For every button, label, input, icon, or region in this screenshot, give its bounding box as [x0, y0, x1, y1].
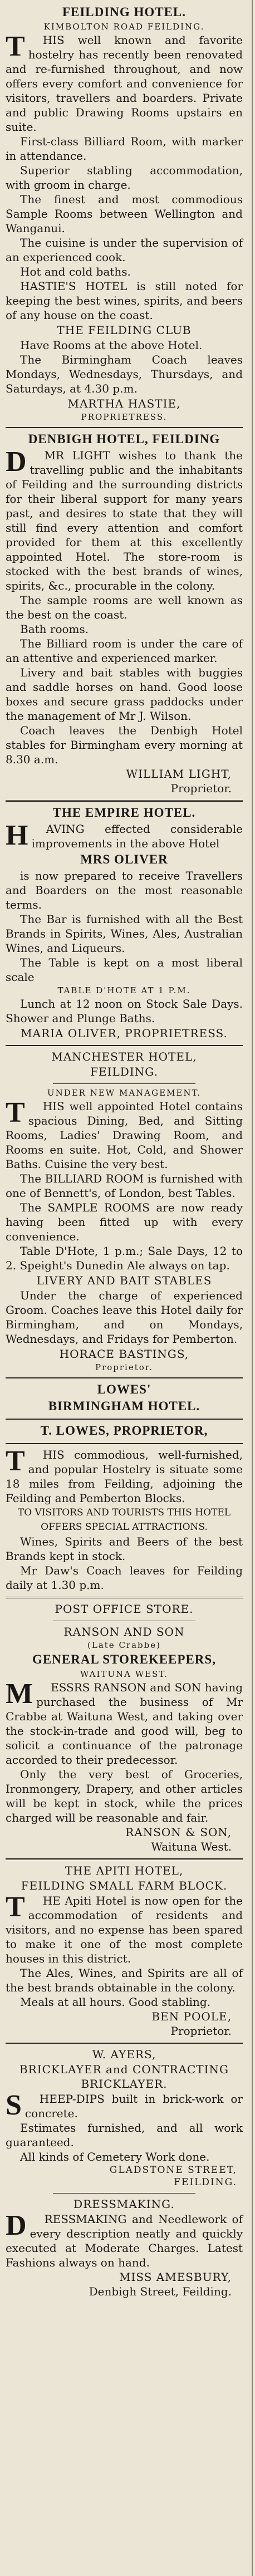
dressmaking-address: Denbigh Street, Feilding. — [89, 2285, 232, 2298]
empire-hotel-ad — [6, 805, 243, 1041]
signature-title: Proprietor. — [170, 2024, 232, 2038]
ad-body-text: Hot and cold baths. — [20, 265, 131, 278]
ad-body-text: Mr Daw's Coach leaves for Feilding daily at 1.30 p.m. — [6, 1564, 243, 1592]
ayers-heading: W. AYERS, — [92, 2048, 156, 2061]
management-note: UNDER NEW MANAGEMENT. — [47, 1088, 202, 1098]
dressmaking-ad — [6, 2197, 243, 2299]
dropcap: S — [6, 2089, 22, 2121]
ranson-location: WAITUNA WEST. — [80, 1669, 168, 1679]
dropcap: D — [6, 2210, 27, 2241]
feilding-club-heading: THE FEILDING CLUB — [57, 323, 192, 337]
birmingham-hotel-heading: BIRMINGHAM HOTEL. — [48, 1399, 200, 1413]
ad-body-text: Meals at all hours. Good stabling. — [20, 1995, 211, 2009]
column-edge-rule — [252, 0, 253, 2576]
ad-body-text: Table D'Hote, 1 p.m.; Sale Days, 12 to 2. Speight's Dunedin Ale always on tap. — [6, 1244, 243, 1272]
lowes-proprietor: T. LOWES, PROPRIETOR, — [40, 1424, 208, 1437]
ad-body-text: Superior stabling accommodation, with groom in charge. — [6, 164, 243, 192]
divider — [6, 2043, 243, 2044]
dropcap: T — [6, 1445, 25, 1477]
ranson-heading: RANSON AND SON — [63, 1625, 185, 1638]
ad-body-text: Lunch at 12 noon on Stock Sale Days. Shower and Plunge Baths. — [6, 997, 243, 1025]
proprietor-title: PROPRIETRESS. — [81, 412, 168, 422]
dropcap: D — [6, 446, 27, 478]
ad-body-text: The Table is kept on a most liberal scale — [6, 956, 243, 984]
lowes-hotel-ad — [6, 1382, 243, 1592]
divider — [6, 800, 243, 802]
ayers-address: GLADSTONE STREET, — [109, 2165, 237, 2176]
apiti-heading: THE APITI HOTEL, — [65, 1864, 184, 1877]
ad-body-text: The SAMPLE ROOMS are now ready having been fitted up with every convenience. — [6, 1201, 243, 1243]
dressmaking-heading: DRESSMAKING. — [73, 2197, 175, 2211]
ad-body-text: The BILLIARD ROOM is furnished with one of Bennett's, of London, best Tables. — [6, 1172, 243, 1200]
ad-body-text: RESSMAKING and Needlework of every description neatly and quickly executed at Moderate Charges. Latest Fashions always on hand. — [6, 2212, 243, 2269]
signature: BEN POOLE, — [151, 2010, 232, 2023]
signature: MARIA OLIVER, PROPRIETRESS. — [21, 1027, 228, 1040]
ad-body-text: TO VISITORS AND TOURISTS THIS HOTEL OFFERS SPECIAL ATTRACTIONS. — [17, 1507, 231, 1533]
ad-body-text: Have Rooms at the above Hotel. — [20, 338, 203, 352]
table-note: TABLE D'HOTE AT 1 P.M. — [57, 985, 191, 995]
signature-title: Proprietor. — [95, 1362, 154, 1372]
ad-body-text: The sample rooms are well known as the best on the coast. — [6, 593, 243, 621]
signature: MISS AMESBURY, — [119, 2270, 232, 2284]
ad-body-text: The Birmingham Coach leaves Mondays, Wednesdays, Thursdays, and Saturdays, at 4.30 p.m. — [6, 353, 243, 395]
feilding-hotel-ad — [6, 4, 243, 423]
ad-body-text: HIS commodious, well-furnished, and popular Hostelry is situate some 18 miles from Feilding, adjoining the Feilding and Pemberton Blocks. — [6, 1448, 243, 1505]
divider — [6, 427, 243, 428]
divider — [53, 1083, 195, 1084]
ad-body-text: Wines, Spirits and Beers of the best Brands kept in stock. — [6, 1535, 243, 1563]
ad-body-text: is now prepared to receive Travellers and Boarders on the most reasonable terms. — [6, 869, 243, 911]
manchester-hotel-ad — [6, 1049, 243, 1373]
divider — [6, 1045, 243, 1046]
ad-body-text: HASTIE'S HOTEL is still noted for keeping the best wines, spirits, and beers of any house on the coast. — [6, 279, 243, 322]
feilding-hotel-subheading: KIMBOLTON ROAD FEILDING. — [43, 22, 205, 32]
signature-location: Waituna West. — [151, 1840, 232, 1853]
manchester-hotel-heading: MANCHESTER HOTEL, — [51, 1050, 197, 1063]
ad-body-text: Coach leaves the Denbigh Hotel stables for Birmingham every morning at 8.30 a.m. — [6, 724, 243, 766]
ad-body-text: Under the charge of experienced Groom. Coaches leave this Hotel daily for Birmingham, and on Mondays, Wednesdays, and Fridays for Pemberton. — [6, 1289, 243, 1346]
ad-body-text: The Bar is furnished with all the Best Brands in Spirits, Wines, Ales, Australian Wines, and Liqueurs. — [6, 912, 243, 955]
dropcap: T — [6, 1097, 25, 1128]
ad-body-text: HIS well known and favorite hostelry has recently been renovated and re-furnished throughout, and now offers every comfort and convenience for visitors, travellers and boarders. Private and public Drawing Rooms upstairs en suite. — [6, 33, 243, 134]
signature: RANSON & SON, — [125, 1826, 232, 1839]
dropcap: T — [6, 1891, 25, 1923]
ad-body-text: First-class Billiard Room, with marker in attendance. — [6, 135, 243, 163]
divider — [6, 1377, 243, 1378]
signature: HORACE BASTINGS, — [59, 1347, 189, 1361]
signature-title: Proprietor. — [170, 782, 232, 795]
divider — [53, 2193, 195, 2194]
divider — [6, 1858, 243, 1860]
ad-body-text: Estimates furnished, and all work guaranteed. — [6, 2121, 243, 2149]
ad-body-text: The cuisine is under the supervision of an experienced cook. — [6, 236, 243, 264]
manchester-hotel-subheading: FEILDING. — [90, 1065, 158, 1078]
post-office-store-heading: POST OFFICE STORE. — [55, 1602, 194, 1616]
ad-body-text: The Billiard room is under the care of an attentive and experienced marker. — [6, 637, 243, 665]
dropcap: H — [6, 820, 28, 851]
denbigh-hotel-heading: DENBIGH HOTEL, FEILDING — [28, 432, 220, 446]
denbigh-hotel-ad — [6, 431, 243, 796]
ad-body-text: The finest and most commodious Sample Rooms between Wellington and Wanganui. — [6, 193, 243, 235]
signature: WILLIAM LIGHT, — [126, 767, 232, 781]
divider — [6, 1443, 243, 1444]
divider — [6, 1419, 243, 1420]
ad-body-text: MR LIGHT wishes to thank the travelling public and the inhabitants of Feilding and the surrounding districts for their liberal support for many years past, and desires to state that they will still find every attention and comfort provided for them at this excellently appointed Hotel. The store-room is stocked with the best brands of wines, spirits, &c., procurable in the colony. — [6, 449, 243, 592]
stables-heading: LIVERY AND BAIT STABLES — [36, 1274, 212, 1287]
dropcap: T — [6, 31, 25, 62]
ayers-subheading: BRICKLAYER and CONTRACTING BRICKLAYER. — [19, 2063, 229, 2091]
dropcap: M — [6, 1678, 33, 1710]
ad-body-text: Only the very best of Groceries, Ironmongery, Drapery, and other articles will be kept in stock, while the prices charged will be reasonable and fair. — [6, 1768, 243, 1824]
ad-body-text: All kinds of Cemetery Work done. — [20, 2150, 210, 2163]
ranson-heading2: GENERAL STOREKEEPERS, — [32, 1652, 216, 1666]
lowes-heading: LOWES' — [97, 1382, 151, 1396]
proprietor-name: MARTHA HASTIE, — [67, 397, 181, 410]
ayers-ad — [6, 2047, 243, 2189]
divider — [6, 1597, 243, 1598]
ad-body-text: HE Apiti Hotel is now open for the accommodation of residents and visitors, and no expense has been spared to make it one of the most complete houses in this district. — [6, 1894, 243, 1965]
ad-body-text: ESSRS RANSON and SON having purchased the business of Mr Crabbe at Waituna West, and taking over the stock-in-trade and good will, beg to solicit a continuance of the patronage accorded to their predecessor. — [6, 1681, 243, 1767]
empire-name: MRS OLIVER — [80, 852, 168, 866]
ayers-town: FEILDING. — [174, 2177, 237, 2188]
ad-body-text: Livery and bait stables with buggies and saddle horses on hand. Good loose boxes and secure grass paddocks under the management of Mr J. Wilson. — [6, 666, 243, 723]
ranson-son-ad — [6, 1625, 243, 1854]
ad-body-text: HIS well appointed Hotel contains spacious Dining, Bed, and Sitting Rooms, Ladies' Drawing Room, and Rooms en suite. Hot, Cold, and Shower Baths. Cuisine the very best. — [6, 1100, 243, 1171]
ad-body-text: AVING effected considerable improvements in the above Hotel — [31, 822, 243, 850]
apiti-subheading: FEILDING SMALL FARM BLOCK. — [21, 1879, 228, 1892]
ad-body-text: The Ales, Wines, and Spirits are all of the best brands obtainable in the colony. — [6, 1966, 243, 1994]
empire-hotel-heading: THE EMPIRE HOTEL. — [52, 806, 196, 820]
post-office-store-ad — [6, 1602, 243, 1616]
ad-body-text: HEEP-DIPS built in brick-work or concrete. — [24, 2092, 243, 2120]
apiti-hotel-ad — [6, 1863, 243, 2038]
ranson-subheading: (Late Crabbe) — [87, 1640, 161, 1650]
ad-body-text: Bath rooms. — [20, 622, 89, 636]
feilding-hotel-heading: FEILDING HOTEL. — [62, 5, 187, 19]
